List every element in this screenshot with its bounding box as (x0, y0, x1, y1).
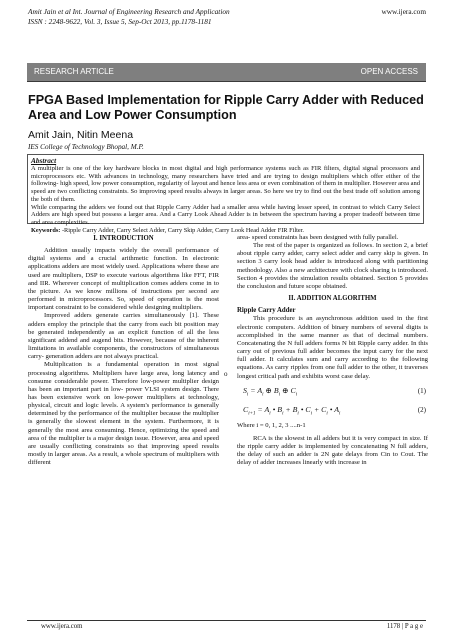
citation-line-1: Amit Jain et al Int. Journal of Engineering Research and Application (28, 7, 230, 16)
article-type-band (27, 63, 426, 81)
keywords-label: Keywords: (31, 226, 61, 234)
research-article-label: RESEARCH ARTICLE (34, 67, 114, 76)
keywords-text: -Ripple Carry Adder, Carry Select Adder, Carry Skip Adder, Carry Look Head Adder FIR Filter. (60, 226, 304, 234)
right-column (237, 234, 428, 467)
citation-line-2: ISSN : 2248-9622, Vol. 3, Issue 5, Sep-Oct 2013, pp.1178-1181 (28, 17, 212, 26)
abstract-heading: Abstract (31, 156, 57, 165)
paper-authors: Amit Jain, Nitin Meena (28, 129, 134, 141)
section-heading-addition-algorithm: II. ADDITION ALGORITHM (288, 295, 377, 303)
paper-affiliation: IES College of Technology Bhopal, M.P. (28, 143, 144, 151)
subheading-ripple-carry-adder: Ripple Carry Adder (237, 307, 296, 315)
column-bullet-icon: o (224, 370, 228, 378)
equation-1-number: (1) (417, 386, 426, 395)
intro-paragraph-3: Multiplication is a fundamental operation in most signal processing algorithms. Multipliers have large area, long latency and consume considerable power. Therefore low-power multiplier design has been an important part in low- power VLSI system design. There has been extensive work on low-power multipliers at technology, physical, circuit and logic levels. A system's performance is generally determined by the performance of the multiplier because the multiplier is generally the slowest element in the system. Furthermore, it is generally the most area consuming. Hence, optimizing the speed and area of the multiplier is a major design issue. However, area and speed are usually conflicting constraints so that improving speed results mostly in larger areas. As a result, a whole spectrum of multipliers with different (28, 361, 219, 467)
equation-1-formula: $S_i = A_i$ ⊕ $B_i$ ⊕ $C_i$ (243, 385, 298, 398)
intro-paragraph-2: Improved adders generate carries simultaneously [1]. These adders employ the principle that the carry from each bit position may be generated independently as an explicit function of all the less significant addend and augend bits. However, because of the inherent limitations in available components, the constructors of simultaneous carry- generation adders are not always practical. (28, 312, 219, 361)
equation-2-formula: $C_{i+1} = A_i$ • $B_i + B_i$ • $C_i + C_i$ • $A_i$ (243, 404, 341, 417)
equation-2 (237, 403, 428, 419)
abstract-box (27, 154, 424, 234)
open-access-label: OPEN ACCESS (360, 67, 418, 76)
right-paragraph-1: area- speed constraints has been designed with fully parallel. (237, 234, 399, 241)
running-header (28, 7, 426, 27)
right-paragraph-2: The rest of the paper is organized as follows. In section 2, a brief about ripple carry adder, carry select adder and carry skip is given. In section 3 carry look head adder is introduced along with partitioning methodology. Also a new architecture with clock sharing is introduced. Section 4 provides the simulation results obtained. Section 5 provides the conclusion and future scope obtained. (237, 242, 428, 290)
footer-page-number: 1178 | P a g e (386, 623, 423, 630)
footer-site: www.ijera.com (41, 623, 83, 630)
right-paragraph-4: RCA is the slowest in all adders but it is very compact in size. If the ripple carry adder is implemented by concatenating N full adders, the delay of such an adder is 2N gate delays from Cin to Cout. The delay of adder increases linearly with increase in (237, 434, 428, 467)
right-paragraph-3: This procedure is an asynchronous addition used in the first electronic computers. Addition of binary numbers of several digits is accomplished in the same manner as that of decimal numbers. Concatenating the N full adders forms N bit Ripple carry adder. In this carry out of previous full adder becomes the input carry for the next full adder. It calculates sum and carry according to the following equations. As carry ripples from one full adder to the other, it traverses longest critical path and exhibits worst case delay. (237, 315, 428, 380)
left-column (28, 234, 219, 467)
paper-title: FPGA Based Implementation for Ripple Carry Adder with Reduced Area and Low Power Consumption (28, 93, 424, 122)
equation-2-number: (2) (417, 405, 426, 414)
abstract-paragraph-1: A multiplier is one of the key hardware blocks in most digital and high performance systems such as FIR filters, digital signal processors and microprocessors etc. With advances in technology, many researchers have tried and are trying to design multipliers which offer either of the following- high speed, low power consumption, regularity of layout and hence less area or even combination of them in multiplier. However area and speed are two conflicting constraints. So improving speed results always in larger areas. So here we try to find out the best trade off solution among the both of them. (31, 165, 420, 203)
abstract-paragraph-2: While comparing the adders we found out that Ripple Carry Adder had a smaller area while having lesser speed, in contrast to which Carry Select Adders are high speed but possess a larger area. And a Carry Look Ahead Adder is in between the spectrum having a proper tradeoff between time and area complexities. (31, 203, 420, 226)
page-footer (27, 620, 426, 632)
equation-where-clause: Where i = 0, 1, 2, 3 ....n-1 (237, 421, 306, 429)
header-site: www.ijera.com (381, 7, 426, 16)
equation-1 (237, 384, 428, 400)
intro-paragraph-1: Addition usually impacts widely the overall performance of digital systems and a crucial arithmetic function. In electronic applications adders are most widely used. Applications where these are used are multipliers, DSP to execute various algorithms like FFT, FIR and IIR. Wherever concept of multiplication comes adders come in to the picture. As we know millions of instructions per second are performed in microprocessors. So, speed of operation is the most important constraint to be considered while designing multipliers. (28, 247, 219, 312)
section-heading-introduction: I. INTRODUCTION (93, 235, 154, 242)
